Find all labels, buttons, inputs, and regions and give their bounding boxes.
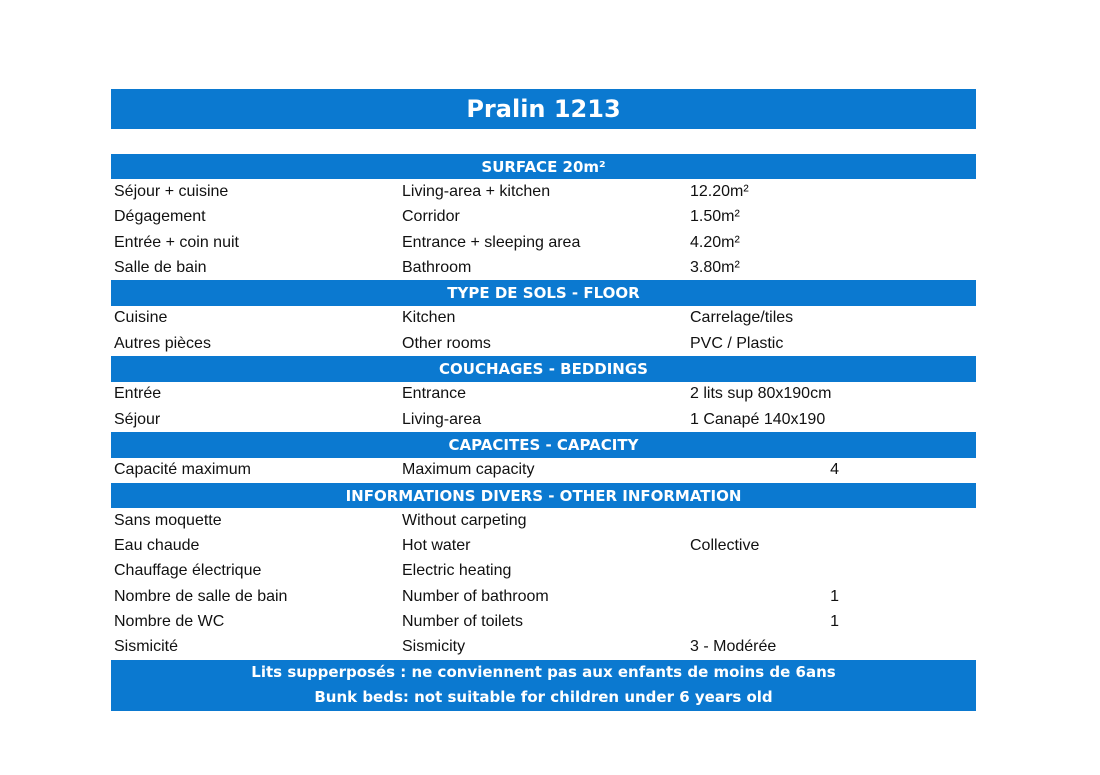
cell-fr: Dégagement bbox=[114, 208, 206, 226]
table-row bbox=[111, 635, 976, 660]
cell-fr: Séjour + cuisine bbox=[114, 182, 229, 200]
table-row bbox=[111, 179, 976, 204]
cell-fr: Séjour bbox=[114, 410, 161, 428]
cell-en: Corridor bbox=[402, 208, 460, 226]
cell-value: 1.50m² bbox=[690, 208, 740, 226]
cell-fr: Salle de bain bbox=[114, 258, 207, 276]
warning-text-en: Bunk beds: not suitable for children under 6 years old bbox=[314, 688, 773, 707]
section-header-surface: SURFACE 20m² bbox=[111, 154, 976, 179]
cell-value: 4.20m² bbox=[690, 233, 740, 251]
section-header-floor: TYPE DE SOLS - FLOOR bbox=[111, 280, 976, 305]
section-header-beddings: COUCHAGES - BEDDINGS bbox=[111, 356, 976, 381]
table-row bbox=[111, 407, 976, 432]
warning-text-fr: Lits supperposés : ne conviennent pas aux enfants de moins de 6ans bbox=[251, 663, 836, 682]
section-header-capacity: CAPACITES - CAPACITY bbox=[111, 432, 976, 457]
cell-value: 3.80m² bbox=[690, 258, 740, 276]
table-row bbox=[111, 382, 976, 407]
cell-fr: Capacité maximum bbox=[114, 461, 251, 479]
bunk-bed-warning bbox=[111, 660, 976, 711]
table-row bbox=[111, 306, 976, 331]
table-row bbox=[111, 584, 976, 609]
cell-fr: Autres pièces bbox=[114, 334, 211, 352]
cell-fr: Sans moquette bbox=[114, 511, 222, 529]
cell-value: 2 lits sup 80x190cm bbox=[690, 385, 832, 403]
cell-fr: Cuisine bbox=[114, 309, 168, 327]
property-spec-table bbox=[111, 154, 976, 711]
cell-value: 1 bbox=[830, 612, 839, 630]
cell-en: Maximum capacity bbox=[402, 461, 535, 479]
cell-en: Living-area bbox=[402, 410, 482, 428]
cell-fr: Nombre de WC bbox=[114, 612, 225, 630]
table-row bbox=[111, 255, 976, 280]
cell-en: Entrance + sleeping area bbox=[402, 233, 581, 251]
section-header-other: INFORMATIONS DIVERS - OTHER INFORMATION bbox=[111, 483, 976, 508]
table-row bbox=[111, 508, 976, 533]
table-row bbox=[111, 230, 976, 255]
cell-fr: Eau chaude bbox=[114, 537, 200, 555]
table-row bbox=[111, 533, 976, 558]
cell-en: Kitchen bbox=[402, 309, 456, 327]
cell-en: Living-area + kitchen bbox=[402, 182, 551, 200]
cell-en: Number of bathroom bbox=[402, 587, 549, 605]
table-row bbox=[111, 331, 976, 356]
cell-fr: Nombre de salle de bain bbox=[114, 587, 288, 605]
table-row bbox=[111, 458, 976, 483]
cell-value: 4 bbox=[830, 461, 839, 479]
cell-en: Without carpeting bbox=[402, 511, 527, 529]
cell-value: 12.20m² bbox=[690, 182, 749, 200]
table-row bbox=[111, 205, 976, 230]
table-row bbox=[111, 609, 976, 634]
cell-value: 1 bbox=[830, 587, 839, 605]
document-title: Pralin 1213 bbox=[111, 89, 976, 129]
cell-fr: Sismicité bbox=[114, 638, 179, 656]
table-row bbox=[111, 559, 976, 584]
cell-value: PVC / Plastic bbox=[690, 334, 784, 352]
cell-fr: Entrée + coin nuit bbox=[114, 233, 239, 251]
cell-en: Hot water bbox=[402, 537, 471, 555]
cell-value: 3 - Modérée bbox=[690, 638, 777, 656]
cell-value: Collective bbox=[690, 537, 760, 555]
cell-en: Entrance bbox=[402, 385, 467, 403]
cell-en: Number of toilets bbox=[402, 612, 523, 630]
cell-value: Carrelage/tiles bbox=[690, 309, 794, 327]
cell-en: Other rooms bbox=[402, 334, 491, 352]
cell-en: Sismicity bbox=[402, 638, 466, 656]
cell-en: Bathroom bbox=[402, 258, 472, 276]
cell-fr: Entrée bbox=[114, 385, 162, 403]
cell-value: 1 Canapé 140x190 bbox=[690, 410, 826, 428]
cell-en: Electric heating bbox=[402, 562, 512, 580]
cell-fr: Chauffage électrique bbox=[114, 562, 262, 580]
